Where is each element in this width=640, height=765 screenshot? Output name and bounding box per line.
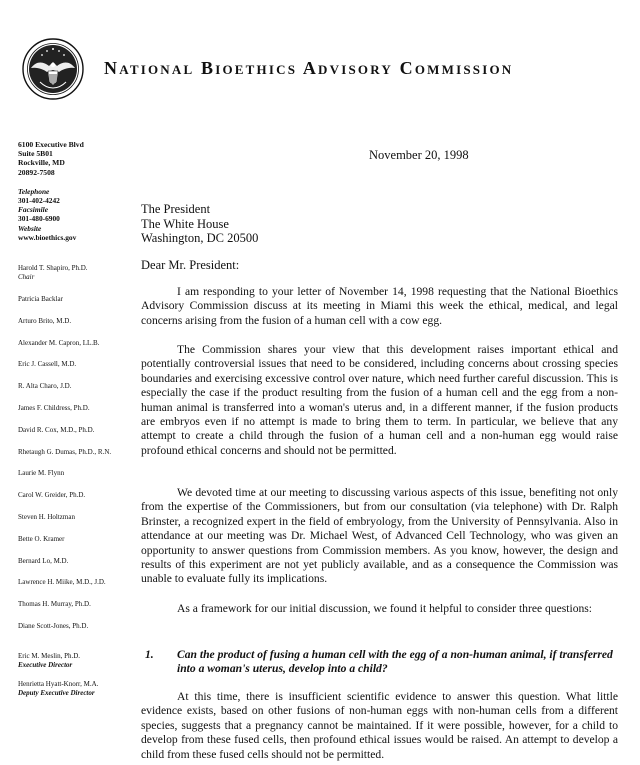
telephone-label: Telephone (18, 186, 50, 196)
letter-date: November 20, 1998 (369, 148, 469, 162)
recipient-address (141, 202, 258, 246)
question-1 (141, 648, 618, 677)
paragraph-text: As a framework for our initial discussion, we found it helpful to consider three questions: (177, 602, 593, 615)
member-name: David R. Cox, M.D., Ph.D. (18, 425, 95, 434)
recipient-line: The President (141, 202, 211, 216)
presidential-seal-icon (22, 38, 84, 100)
staff-name: Henrietta Hyatt-Knorr, M.A. (18, 680, 99, 689)
member-role: Chair (18, 273, 35, 282)
facsimile-label: Facsimile (18, 205, 48, 215)
member-entry (18, 426, 136, 435)
member-entry (18, 404, 136, 413)
staff-name: Eric M. Meslin, Ph.D. (18, 651, 81, 660)
member-name: Diane Scott-Jones, Ph.D. (18, 621, 89, 630)
member-entry (18, 513, 136, 522)
member-entry (18, 448, 136, 457)
member-name: Steven H. Holtzman (18, 513, 75, 521)
address-line: Suite 5B01 (18, 149, 53, 159)
paragraph-text: I am responding to your letter of November 14, 1998 requesting that the National Bioethics Advisory Commission discuss at its meeting in Miami this week the ethical, medical, and legal concerns arising from the fusion of a human cell with a cow egg. (141, 285, 618, 327)
member-name: Laurie M. Flynn (18, 469, 65, 478)
website-url: www.bioethics.gov (18, 232, 77, 242)
recipient-line: Washington, DC 20500 (141, 231, 259, 246)
member-name: Carol W. Greider, Ph.D. (18, 491, 86, 500)
paragraph-text: The Commission shares your view that this development raises important ethical and potentially controversial issues that need to be considered, including concerns about crossing species boundaries and exercising excessive control over nature, which need further careful discussion. This is especially the case if the product resulting from the fusion of a human cell and the egg from a non-human animal is transferred into a woman's uterus and, in a different manner, if the fusion products are embryos even if no attempt is made to bring them to term. In particular, we believe that any attempt to create a child through the fusion of a human cell and a non-human egg would raise profound ethical concerns and should not be permitted. (141, 343, 618, 457)
staff-role: Executive Director (18, 660, 73, 669)
body-paragraph-1 (141, 285, 618, 328)
member-name: James F. Childress, Ph.D. (18, 404, 90, 413)
member-name: Lawrence H. Miike, M.D., J.D. (18, 578, 106, 587)
member-entry (18, 382, 136, 391)
question-number: 1. (145, 648, 154, 661)
member-entry (18, 360, 136, 369)
member-entry (18, 557, 136, 566)
address-line: Rockville, MD (18, 158, 65, 168)
member-entry (18, 264, 136, 282)
member-entry (18, 469, 136, 478)
address-line: 20892-7508 (18, 167, 55, 177)
member-name: R. Alta Charo, J.D. (18, 382, 72, 391)
letterhead-sidebar (18, 140, 136, 709)
staff-entry (18, 652, 136, 670)
member-name: Patricia Backlar (18, 295, 63, 304)
member-name: Eric J. Cassell, M.D. (18, 360, 77, 369)
member-entry (18, 339, 136, 348)
paragraph-text: At this time, there is insufficient scientific evidence to answer this question. What little evidence exists, based on other fusions of non-human eggs with non-human cells from a different species, suggests that a pregnancy cannot be maintained. If it were possible, however, for a child to develop from these fused cells, then profound ethical issues would be raised. An attempt to develop a child from these fused cells should not be permitted. (141, 690, 618, 761)
telephone-number: 301-402-4242 (18, 196, 60, 206)
member-entry (18, 600, 136, 609)
member-entry (18, 491, 136, 500)
body-paragraph-4 (141, 602, 618, 616)
address-line: 6100 Executive Blvd (18, 140, 84, 149)
member-entry (18, 295, 136, 304)
member-name: Bette O. Kramer (18, 534, 65, 543)
body-paragraph-5 (141, 690, 618, 762)
question-text: Can the product of fusing a human cell with the egg of a non-human animal, if transferred into a woman's uterus, develop into a child? (177, 648, 613, 676)
staff-entry (18, 680, 136, 698)
member-entry (18, 317, 136, 326)
organization-name: National Bioethics Advisory Commission (104, 58, 514, 78)
member-name: Harold T. Shapiro, Ph.D. (18, 264, 88, 273)
member-name: Bernard Lo, M.D. (18, 556, 69, 565)
recipient-line: The White House (141, 216, 229, 231)
website-label: Website (18, 223, 42, 233)
salutation: Dear Mr. President: (141, 258, 240, 272)
member-entry (18, 578, 136, 587)
member-entry (18, 622, 136, 631)
member-name: Thomas H. Murray, Ph.D. (18, 600, 91, 609)
member-entry (18, 535, 136, 544)
staff-role: Deputy Executive Director (18, 689, 95, 698)
body-paragraph-3 (141, 486, 618, 587)
member-name: Rhetaugh G. Dumas, Ph.D., R.N. (18, 447, 112, 456)
body-paragraph-2 (141, 343, 618, 458)
facsimile-number: 301-480-6900 (18, 214, 60, 224)
member-name: Arturo Brito, M.D. (18, 316, 72, 325)
paragraph-text: We devoted time at our meeting to discussing various aspects of this issue, benefiting not only from the expertise of the Commissioners, but from our consultation (via telephone) with Dr. Ralph Brinster, a recognized expert in the field of embryology, from the University of Pennsylvania. Also in attendance at our meeting was Dr. Michael West, of Advanced Cell Technology, who was given an opportunity to answer questions from Commission members. As you know, however, the design and results of this experiment are not yet publicly available, and as a consequence the Commission was unable to evaluate fully its implications. (141, 486, 618, 586)
member-name: Alexander M. Capron, LL.B. (18, 338, 100, 347)
